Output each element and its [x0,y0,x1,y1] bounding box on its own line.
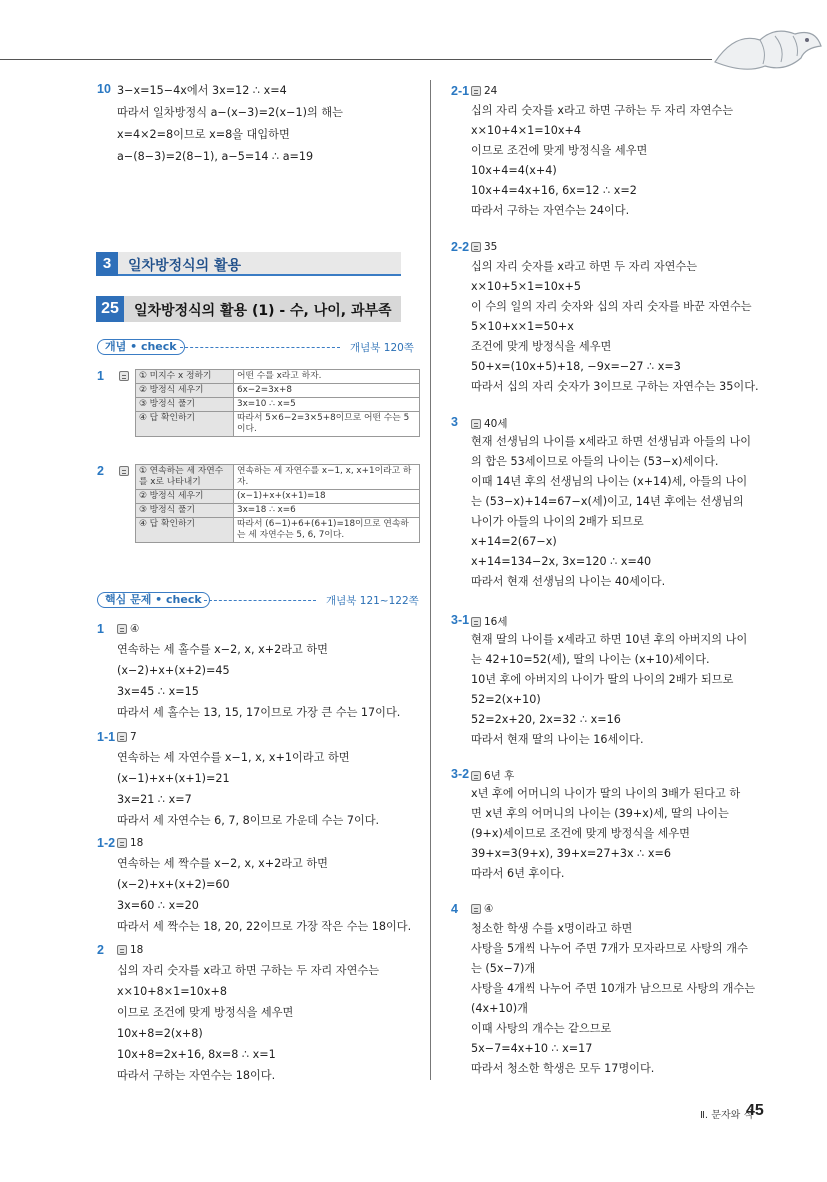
problem-number: 2-2 [451,240,470,254]
problem-number: 2 [97,943,104,957]
solution-line: x+14=134−2x, 3x=120 ∴ x=40 [471,555,652,568]
problem-number: 10 [97,82,111,96]
solution-line: 10x+8=2x+16, 8x=8 ∴ x=1 [117,1048,276,1061]
answer-mark-icon [471,771,481,781]
solution-line: 10x+8=2(x+8) [117,1027,203,1040]
solution-line: 52=2x+20, 2x=32 ∴ x=16 [471,713,621,726]
solution-line: 면 x년 후의 어머니의 나이는 (39+x)세, 딸의 나이는 [471,807,729,820]
step-label: ② 방정식 세우기 [136,490,234,504]
solution-line: (x−2)+x+(x+2)=45 [117,664,230,677]
solution-line: 10x+4=4(x+4) [471,164,557,177]
answer-value: 40세 [484,418,508,430]
solution-line: 따라서 현재 선생님의 나이는 40세이다. [471,575,666,588]
solution-line: 사탕을 4개씩 나누어 주면 10개가 남으므로 사탕의 개수는 [471,982,756,995]
answer-mark-icon [471,617,481,627]
step-label: ③ 방정식 풀기 [136,504,234,518]
answer-mark-icon [471,86,481,96]
solution-line: 이때 14년 후의 선생님의 나이는 (x+14)세, 아들의 나이 [471,475,748,488]
solution-line: 사탕을 5개씩 나누어 주면 7개가 모자라므로 사탕의 개수 [471,942,748,955]
solution-line: 따라서 현재 딸의 나이는 16세이다. [471,733,644,746]
answer [471,768,514,783]
solution-line: 10년 후에 아버지의 나이가 딸의 나이의 2배가 되므로 [471,673,734,686]
lesson-heading-25 [96,296,401,322]
answer-value: 6년 후 [484,770,515,782]
solution-line: 따라서 십의 자리 숫자가 3이므로 구하는 자연수는 35이다. [471,380,759,393]
step-label: ④ 답 확인하기 [136,518,234,543]
steps-table-1 [135,369,420,437]
answer [117,623,139,635]
answer-mark-icon [117,838,127,848]
solution-line: x년 후에 어머니의 나이가 딸의 나이의 3배가 된다고 하 [471,787,741,800]
solution-line: 십의 자리 숫자를 x라고 하면 구하는 두 자리 자연수는 [471,104,734,117]
answer [117,837,143,849]
chapter-label: Ⅱ. 문자와 식 [700,1110,754,1121]
answer-value: 7 [130,731,137,743]
step-label: ④ 답 확인하기 [136,412,234,437]
answer-value: 24 [484,85,498,97]
step-label: ② 방정식 세우기 [136,384,234,398]
step-desc: (x−1)+x+(x+1)=18 [234,490,420,504]
step-desc: 어떤 수를 x라고 하자. [234,370,420,384]
answer [471,903,493,915]
concept-ref: 개념북 120쪽 [350,342,414,354]
problem-number: 4 [451,902,458,916]
answer-value: 35 [484,241,498,253]
solution-line: 50+x=(10x+5)+18, −9x=−27 ∴ x=3 [471,360,681,373]
solution-line: 3x=60 ∴ x=20 [117,899,199,912]
answer-value: ④ [130,623,140,635]
step-desc: 3x=10 ∴ x=5 [234,398,420,412]
answer-mark-icon [117,624,127,634]
solution-line: x=4×2=8이므로 x=8을 대입하면 [117,128,290,141]
solution-line: 따라서 구하는 자연수는 18이다. [117,1069,276,1082]
step-label: ① 미지수 x 정하기 [136,370,234,384]
core-ref: 개념북 121~122쪽 [326,595,419,607]
lesson-number: 25 [96,296,124,322]
solution-line: 39+x=3(9+x), 39+x=27+3x ∴ x=6 [471,847,671,860]
solution-line: 52=2(x+10) [471,693,541,706]
lesson-title: 일차방정식의 활용 (1) - 수, 나이, 과부족 [134,303,392,319]
solution-line: 3x=45 ∴ x=15 [117,685,199,698]
answer-mark-icon [471,904,481,914]
core-check-tag: 핵심 문제 • check [97,592,210,608]
step-desc: 따라서 (6−1)+6+(6+1)=18이므로 연속하는 세 자연수는 5, 6, 7이다. [234,518,420,543]
solution-line: 연속하는 세 자연수를 x−1, x, x+1이라고 하면 [117,751,350,764]
answer-value: 18 [130,944,144,956]
solution-line: 5×10+x×1=50+x [471,320,574,333]
solution-line: (4x+10)개 [471,1002,528,1015]
problem-number: 1-2 [97,836,116,850]
problem-number: 1-1 [97,730,116,744]
answer-mark-icon [119,371,129,381]
page-number: 45 [746,1102,764,1119]
solution-line: 5x−7=4x+10 ∴ x=17 [471,1042,593,1055]
solution-line: 이므로 조건에 맞게 방정식을 세우면 [117,1006,294,1019]
answer [471,614,508,629]
solution-line: 는 (53−x)+14=67−x(세)이고, 14년 후에는 선생님의 [471,495,744,508]
answer [117,944,143,956]
steps-table-2 [135,464,420,543]
solution-line: 3−x=15−4x에서 3x=12 ∴ x=4 [117,84,287,97]
step-desc: 따라서 5×6−2=3×5+8이므로 어떤 수는 5이다. [234,412,420,437]
answer-mark-icon [119,466,129,476]
solution-line: 는 42+10=52(세), 딸의 나이는 (x+10)세이다. [471,653,710,666]
answer [471,241,497,253]
solution-line: 청소한 학생 수를 x명이라고 하면 [471,922,633,935]
step-desc: 3x=18 ∴ x=6 [234,504,420,518]
solution-line: 따라서 세 짝수는 18, 20, 22이므로 가장 작은 수는 18이다. [117,920,412,933]
solution-line: 십의 자리 숫자를 x라고 하면 구하는 두 자리 자연수는 [117,964,380,977]
solution-line: 10x+4=4x+16, 6x=12 ∴ x=2 [471,184,637,197]
problem-number: 3 [451,415,458,429]
solution-line: 이므로 조건에 맞게 방정식을 세우면 [471,144,648,157]
answer-mark-icon [471,242,481,252]
solution-line: (x−2)+x+(x+2)=60 [117,878,230,891]
answer [471,85,497,97]
answer-value: 16세 [484,616,508,628]
solution-line: 따라서 일차방정식 a−(x−3)=2(x−1)의 해는 [117,106,343,119]
concept-check-tag: 개념 • check [97,339,185,355]
solution-line: 나이가 아들의 나이의 2배가 되므로 [471,515,644,528]
step-label: ③ 방정식 풀기 [136,398,234,412]
solution-line: x+14=2(67−x) [471,535,557,548]
solution-line: 연속하는 세 홀수를 x−2, x, x+2라고 하면 [117,643,328,656]
solution-line: a−(8−3)=2(8−1), a−5=14 ∴ a=19 [117,150,314,163]
answer [117,731,137,743]
solution-line: 조건에 맞게 방정식을 세우면 [471,340,612,353]
column-divider [430,80,431,1080]
solution-line: 따라서 청소한 학생은 모두 17명이다. [471,1062,655,1075]
solution-line: 3x=21 ∴ x=7 [117,793,192,806]
problem-number: 1 [97,369,104,383]
problem-number: 2 [97,464,104,478]
problem-number: 2-1 [451,84,470,98]
problem-number: 3-1 [451,613,470,627]
header-rule [0,59,712,60]
problem-number: 1 [97,622,104,636]
solution-line: 따라서 구하는 자연수는 24이다. [471,204,630,217]
section-number: 3 [96,252,118,276]
step-label: ① 연속하는 세 자연수를 x로 나타내기 [136,465,234,490]
step-desc: 연속하는 세 자연수를 x−1, x, x+1이라고 하자. [234,465,420,490]
answer-mark-icon [117,945,127,955]
solution-line: 현재 딸의 나이를 x세라고 하면 10년 후의 아버지의 나이 [471,633,748,646]
solution-line: 따라서 세 자연수는 6, 7, 8이므로 가운데 수는 7이다. [117,814,380,827]
answer-mark-icon [471,419,481,429]
solution-line: 현재 선생님의 나이를 x세라고 하면 선생님과 아들의 나이 [471,435,752,448]
solution-line: 연속하는 세 짝수를 x−2, x, x+2라고 하면 [117,857,328,870]
answer [471,416,508,431]
solution-line: 십의 자리 숫자를 x라고 하면 두 자리 자연수는 [471,260,698,273]
dragon-illustration-icon [705,22,823,76]
section-heading-3 [96,252,401,276]
answer-mark-icon [117,732,127,742]
solution-line: x×10+8×1=10x+8 [117,985,227,998]
problem-number: 3-2 [451,767,470,781]
solution-line: (9+x)세이므로 조건에 맞게 방정식을 세우면 [471,827,690,840]
solution-line: 따라서 6년 후이다. [471,867,565,880]
answer-value: 18 [130,837,144,849]
answer-value: ④ [484,903,494,915]
dashed-rule [204,600,316,601]
solution-line: (x−1)+x+(x+1)=21 [117,772,230,785]
solution-line: 의 합은 53세이므로 아들의 나이는 (53−x)세이다. [471,455,719,468]
solution-line: 이 수의 일의 자리 숫자와 십의 자리 숫자를 바꾼 자연수는 [471,300,752,313]
solution-line: x×10+4×1=10x+4 [471,124,581,137]
solution-line: x×10+5×1=10x+5 [471,280,581,293]
solution-line: 따라서 세 홀수는 13, 15, 17이므로 가장 큰 수는 17이다. [117,706,401,719]
solution-line: 는 (5x−7)개 [471,962,536,975]
section-title: 일차방정식의 활용 [128,258,242,274]
dashed-rule [180,347,340,348]
solution-line: 이때 사탕의 개수는 같으므로 [471,1022,612,1035]
step-desc: 6x−2=3x+8 [234,384,420,398]
